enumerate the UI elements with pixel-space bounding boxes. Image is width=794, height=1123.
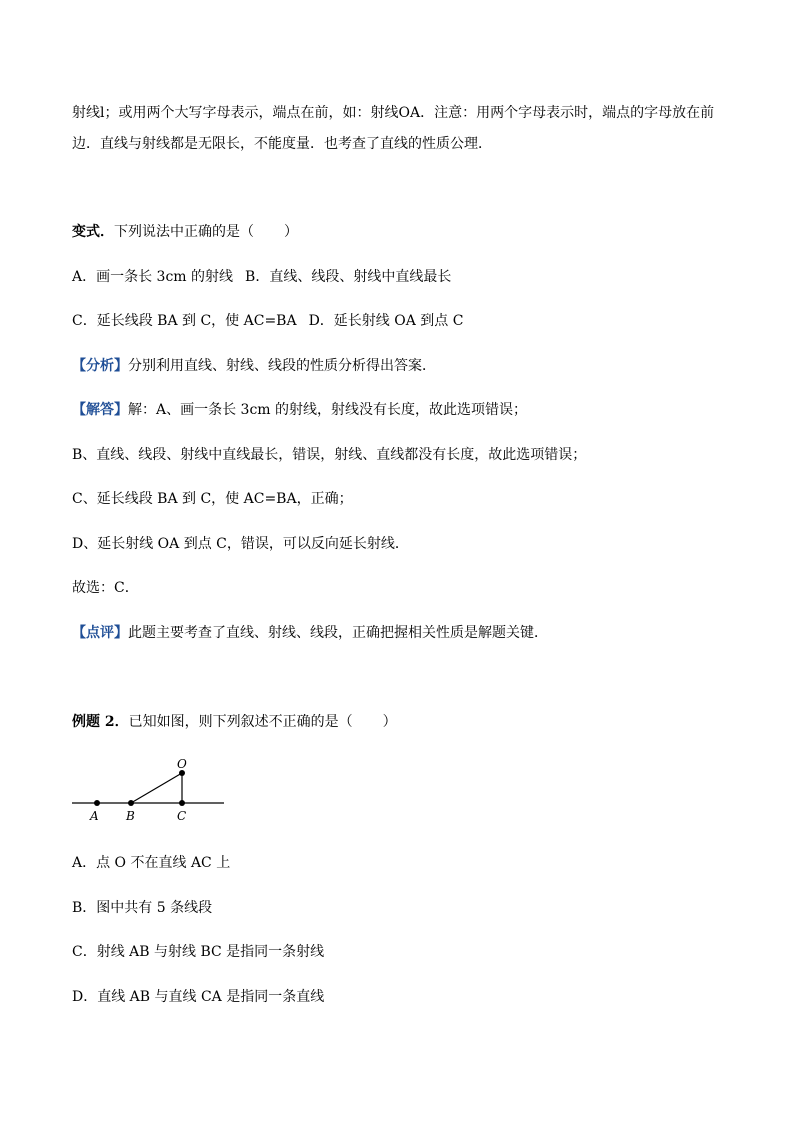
comment-text: 此题主要考查了直线、射线、线段，正确把握相关性质是解题关键． [128, 625, 548, 641]
point-a [94, 800, 100, 806]
label-b: B [126, 809, 135, 823]
example2-option-d: D．直线 AB 与直线 CA 是指同一条直线 [72, 989, 325, 1005]
example2-option-a: A．点 O 不在直线 AC 上 [72, 855, 231, 871]
variant-option-c: C．延长线段 BA 到 C，使 AC=BA [72, 313, 297, 329]
label-c: C [177, 809, 187, 823]
segment-bo [131, 773, 182, 803]
variant-option-d: D．延长射线 OA 到点 C [308, 313, 464, 329]
variant-question-text: 下列说法中正确的是（ [114, 224, 254, 240]
analysis-text: 分别利用直线、射线、线段的性质分析得出答案． [128, 358, 436, 374]
solution-tag: 【解答】 [72, 402, 128, 418]
solution-text: 解：A、画一条长 3cm 的射线，射线没有长度，故此选项错误； [128, 402, 528, 418]
intro-line-2: 边．直线与射线都是无限长，不能度量．也考查了直线的性质公理． [72, 136, 492, 152]
variant-solution [72, 401, 527, 419]
point-c [179, 800, 185, 806]
answer: 故选：C． [72, 580, 139, 596]
solution-b: B、直线、线段、射线中直线最长，错误，射线、直线都没有长度，故此选项错误； [72, 447, 587, 463]
variant-comment [72, 624, 548, 642]
variant-option-a: A．画一条长 3cm 的射线 [72, 269, 234, 285]
variant-analysis [72, 357, 436, 375]
analysis-tag: 【分析】 [72, 358, 128, 374]
geometry-figure [60, 752, 240, 827]
comment-tag: 【点评】 [72, 625, 128, 641]
example2-option-c: C．射线 AB 与射线 BC 是指同一条射线 [72, 944, 325, 960]
variant-options-ab [72, 268, 451, 286]
intro-line-1: 射线l；或用两个大写字母表示，端点在前，如：射线OA．注意：用两个字母表示时，端点的字母放在前 [72, 105, 715, 121]
solution-c: C、延长线段 BA 到 C，使 AC=BA，正确； [72, 491, 353, 507]
example2-option-b: B．图中共有 5 条线段 [72, 900, 213, 916]
example2-question [72, 713, 397, 731]
example2-question-text: 已知如图，则下列叙述不正确的是（ [128, 714, 353, 730]
point-b [128, 800, 134, 806]
label-a: A [90, 809, 99, 823]
variant-question [72, 223, 298, 241]
variant-question-end: ） [284, 224, 298, 240]
example2-question-end: ） [382, 714, 397, 730]
example2-label: 例题 2． [72, 714, 129, 730]
solution-d: D、延长射线 OA 到点 C，错误，可以反向延长射线． [72, 536, 409, 552]
variant-label: 变式． [72, 224, 114, 240]
variant-options-cd [72, 312, 463, 330]
label-o: O [177, 757, 187, 771]
variant-option-b: B．直线、线段、射线中直线最长 [245, 269, 452, 285]
